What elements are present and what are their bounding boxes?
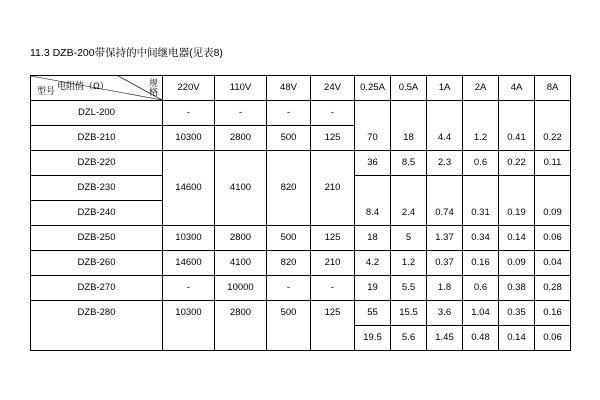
cell-voltage: - [267,276,311,301]
cell-voltage: 125 [311,126,355,151]
header-current-8a: 8A [535,76,571,101]
cell-current: 0.09 [499,251,535,276]
table-row [31,276,571,301]
model-name: DZB-210 [31,126,163,151]
cell-voltage: 125 [311,226,355,251]
cell-voltage [163,326,215,351]
cell-current: 0.16 [463,251,499,276]
cell-current [463,176,499,201]
cell-voltage: 2800 [215,126,267,151]
cell-current: 0.22 [499,151,535,176]
cell-current [355,101,391,126]
cell-current: 19.5 [355,326,391,351]
cell-voltage: - [163,276,215,301]
header-current-2a: 2A [463,76,499,101]
cell-voltage: 500 [267,126,311,151]
cell-current: 3.6 [427,301,463,326]
cell-current: 0.37 [427,251,463,276]
cell-voltage: 4100 [215,176,267,201]
cell-voltage [163,201,215,226]
table-row [31,176,571,201]
cell-voltage [267,326,311,351]
cell-voltage [311,326,355,351]
cell-current: 5.5 [391,276,427,301]
cell-voltage: 10000 [215,276,267,301]
page-title: 11.3 DZB-200带保持的中间继电器(见表8) [30,47,223,59]
model-name: DZB-230 [31,176,163,201]
model-name [31,326,163,351]
cell-current [463,101,499,126]
cell-voltage: 2800 [215,301,267,326]
cell-current: 0.38 [499,276,535,301]
cell-current: 1.37 [427,226,463,251]
cell-voltage: 500 [267,226,311,251]
cell-current: 18 [355,226,391,251]
model-name: DZB-260 [31,251,163,276]
cell-voltage [311,151,355,176]
cell-current: 0.16 [535,301,571,326]
cell-current: 4.2 [355,251,391,276]
table-row [31,226,571,251]
model-name: DZB-250 [31,226,163,251]
cell-voltage: 14600 [163,176,215,201]
cell-current: 2.4 [391,201,427,226]
cell-current: 0.06 [535,226,571,251]
cell-current: 0.35 [499,301,535,326]
cell-voltage: 10300 [163,226,215,251]
table-row [31,201,571,226]
cell-voltage: 10300 [163,126,215,151]
table-header-row [31,76,571,101]
cell-current: 0.06 [535,326,571,351]
cell-current [427,101,463,126]
model-name: DZL-200 [31,101,163,126]
cell-voltage [215,151,267,176]
cell-voltage [163,151,215,176]
cell-current: 1.04 [463,301,499,326]
cell-voltage: - [215,101,267,126]
cell-voltage: 210 [311,251,355,276]
corner-header-cell [31,76,163,101]
cell-current: 36 [355,151,391,176]
cell-current: 4.4 [427,126,463,151]
cell-voltage: 14600 [163,251,215,276]
cell-current [427,176,463,201]
cell-voltage: 10300 [163,301,215,326]
cell-current: 0.14 [499,226,535,251]
cell-voltage: - [163,101,215,126]
header-voltage-110v: 110V [215,76,267,101]
cell-current: 0.74 [427,201,463,226]
resistance-label: 电阻值（Ω） [57,81,109,91]
cell-voltage: 500 [267,301,311,326]
cell-current [391,176,427,201]
spec-label: 规格 [148,78,158,97]
cell-voltage: 210 [311,176,355,201]
cell-current [355,176,391,201]
cell-voltage: - [311,101,355,126]
cell-current: 5 [391,226,427,251]
model-name: DZB-270 [31,276,163,301]
cell-voltage [215,201,267,226]
cell-current: 19 [355,276,391,301]
cell-current: 55 [355,301,391,326]
header-voltage-24v: 24V [311,76,355,101]
header-current-025a: 0.25A [355,76,391,101]
cell-current: 0.19 [499,201,535,226]
cell-current: 1.8 [427,276,463,301]
cell-current: 18 [391,126,427,151]
header-current-4a: 4A [499,76,535,101]
cell-current: 0.31 [463,201,499,226]
cell-current: 0.6 [463,276,499,301]
model-label: 型号 [37,86,56,97]
cell-current: 0.34 [463,226,499,251]
cell-voltage: 820 [267,251,311,276]
cell-current: 1.45 [427,326,463,351]
header-voltage-220v: 220V [163,76,215,101]
header-current-1a: 1A [427,76,463,101]
cell-voltage [215,326,267,351]
cell-voltage: 820 [267,176,311,201]
cell-current: 70 [355,126,391,151]
header-voltage-48v: 48V [267,76,311,101]
model-name: DZB-220 [31,151,163,176]
cell-voltage [267,201,311,226]
cell-current [535,176,571,201]
model-name: DZB-240 [31,201,163,226]
relay-spec-table [30,75,571,351]
model-name: DZB-280 [31,301,163,326]
cell-current [535,101,571,126]
cell-current: 15.5 [391,301,427,326]
cell-current: 0.48 [463,326,499,351]
cell-voltage: - [267,101,311,126]
table-row [31,326,571,351]
cell-current: 0.04 [535,251,571,276]
cell-current: 1.2 [463,126,499,151]
cell-current: 0.09 [535,201,571,226]
cell-current [391,101,427,126]
cell-voltage: 4100 [215,251,267,276]
header-current-05a: 0.5A [391,76,427,101]
cell-current: 0.11 [535,151,571,176]
cell-voltage: 125 [311,301,355,326]
table-row [31,301,571,326]
cell-voltage: - [311,276,355,301]
cell-current: 2.3 [427,151,463,176]
cell-current [499,176,535,201]
table-row [31,126,571,151]
cell-current: 8.4 [355,201,391,226]
cell-current: 0.41 [499,126,535,151]
cell-current: 0.28 [535,276,571,301]
table-row [31,151,571,176]
cell-current: 1.2 [391,251,427,276]
cell-current: 0.6 [463,151,499,176]
table-row [31,101,571,126]
cell-voltage [267,151,311,176]
cell-current: 5.6 [391,326,427,351]
table-row [31,251,571,276]
cell-current [499,101,535,126]
cell-current: 8.5 [391,151,427,176]
cell-voltage [311,201,355,226]
cell-current: 0.22 [535,126,571,151]
cell-current: 0.14 [499,326,535,351]
cell-voltage: 2800 [215,226,267,251]
